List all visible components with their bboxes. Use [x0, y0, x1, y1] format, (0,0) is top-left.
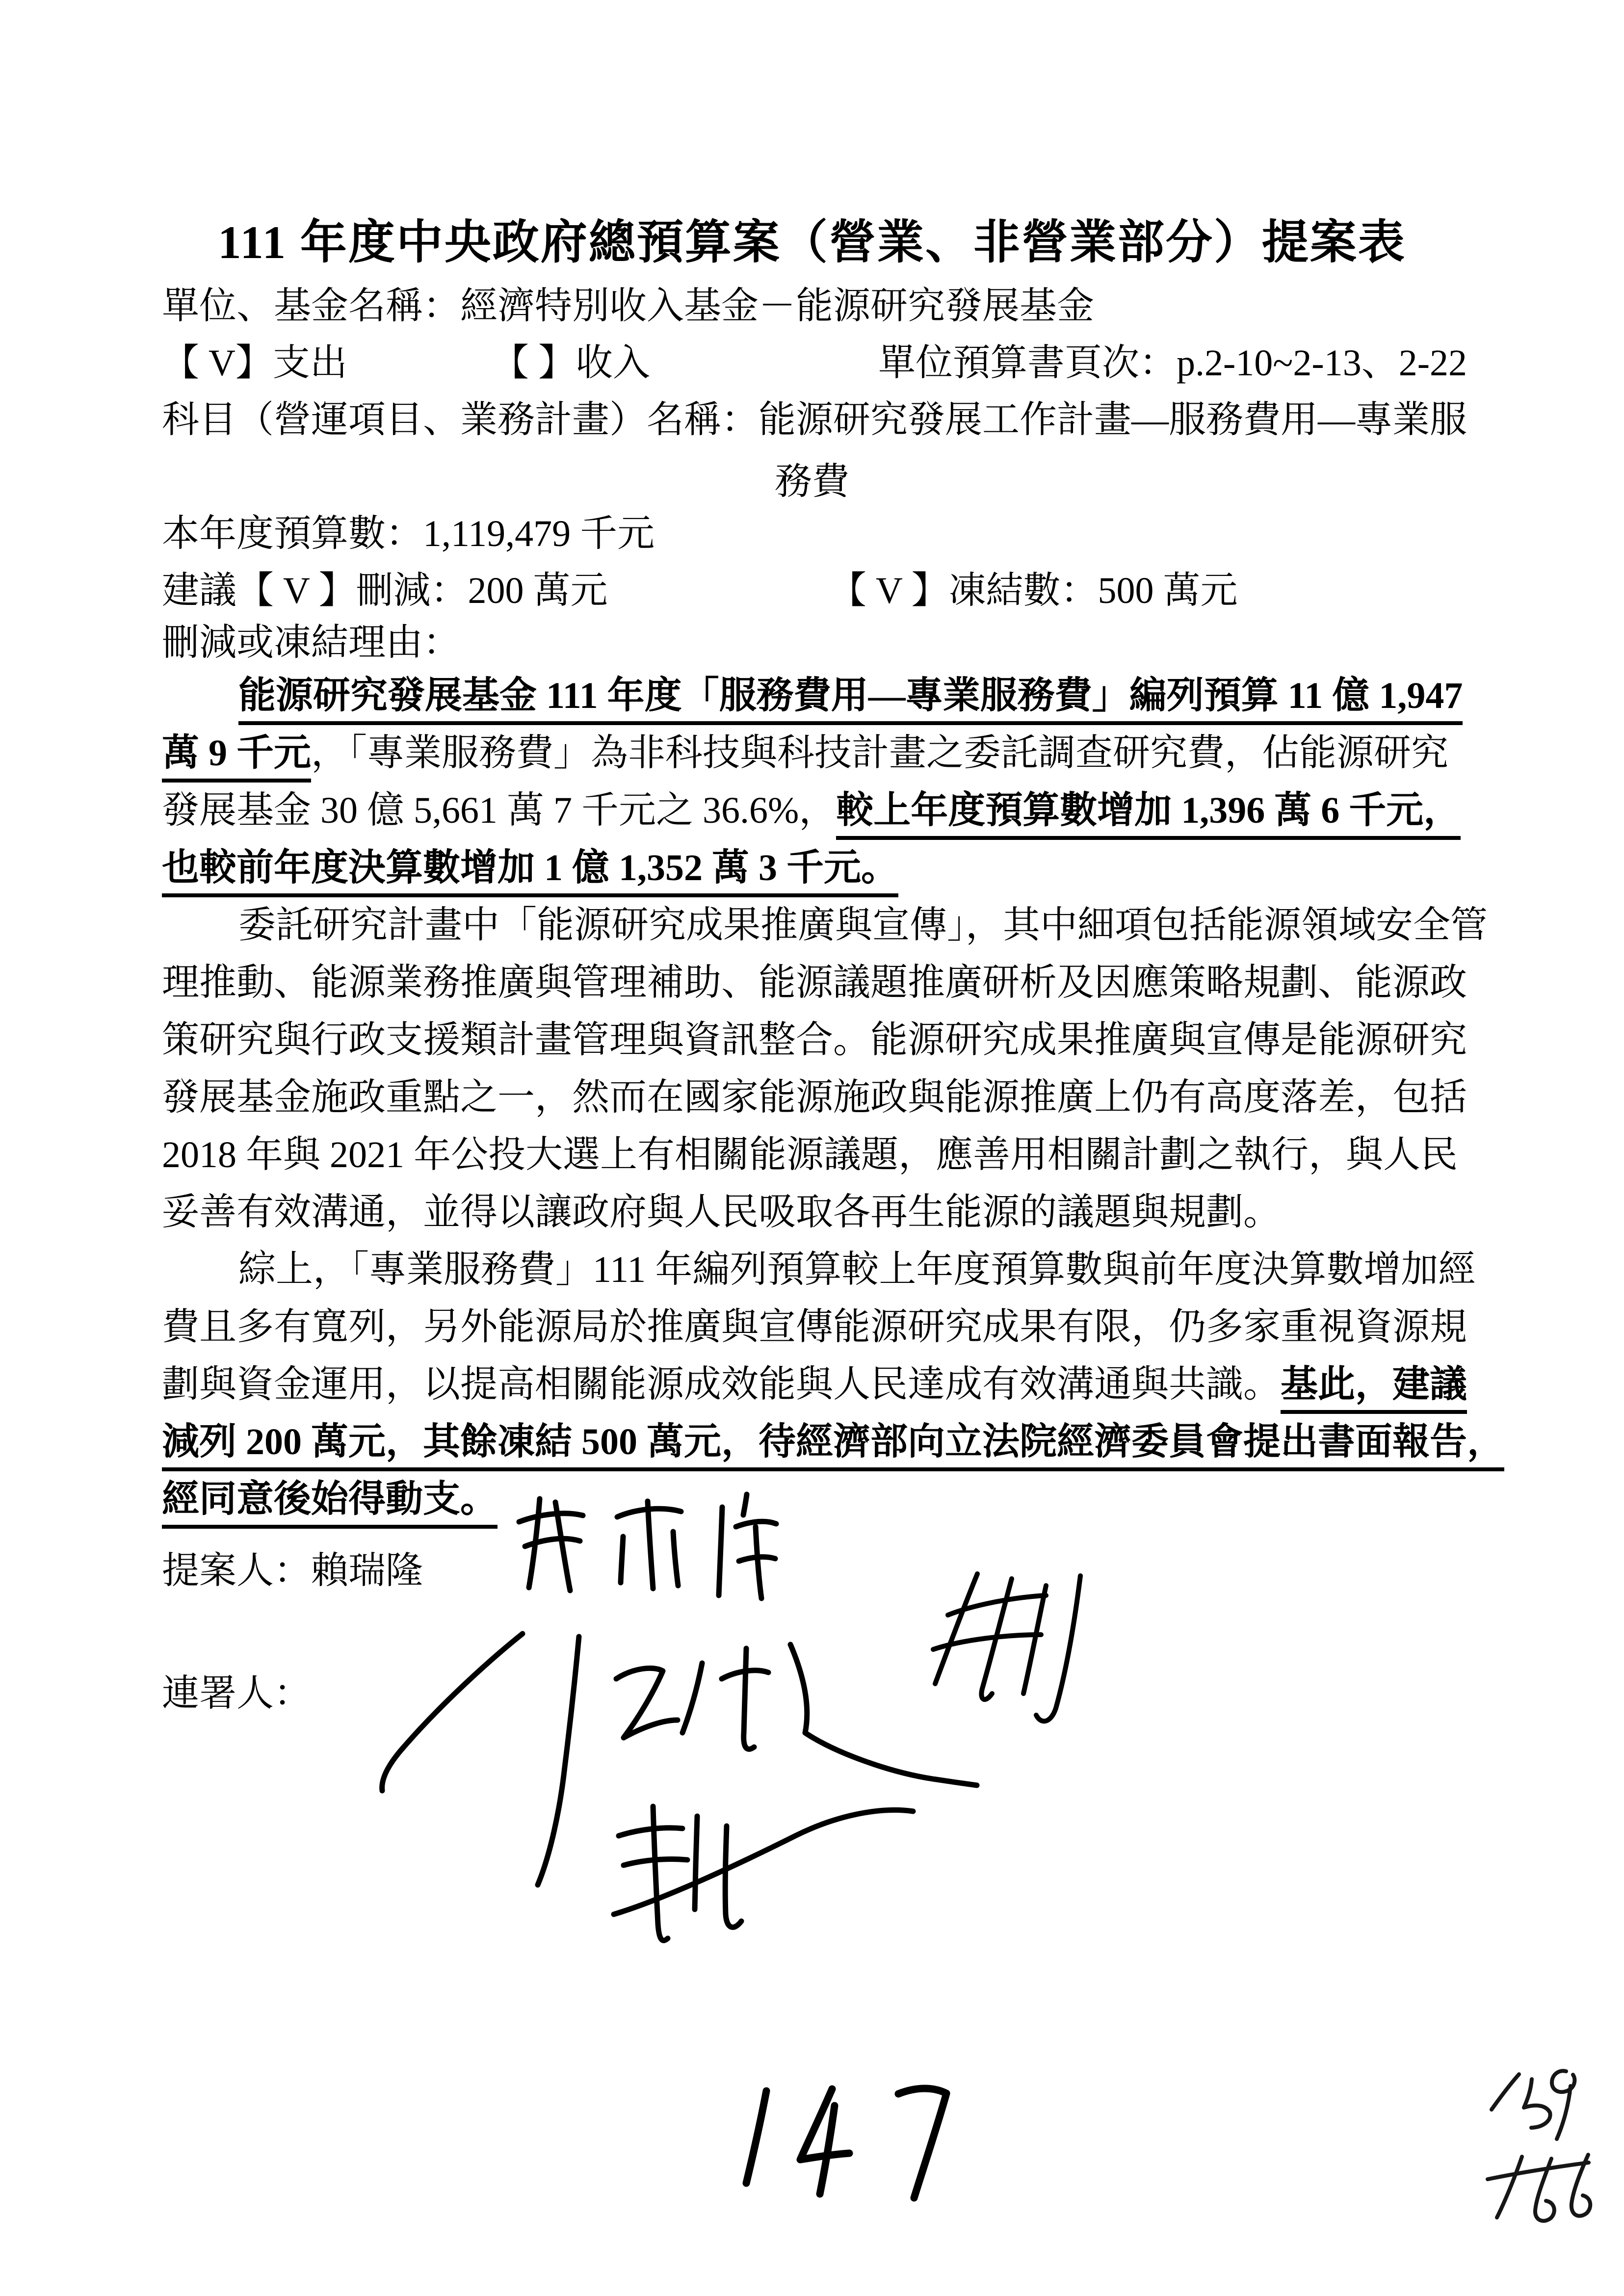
- reason-text-emphasis: 萬 9 千元: [162, 732, 311, 783]
- cut-proposal: 建議【 V 】刪減：200 萬元: [162, 570, 608, 611]
- reason-text: 委託研究計畫中「能源研究成果推廣與宣傳」，其中細項包括能源領域安全管: [238, 905, 1488, 946]
- expenditure-checkbox: 【 V】支出: [162, 342, 347, 384]
- reason-text: 妥善有效溝通，並得以讓政府與人民吸取各再生能源的議題與規劃。: [162, 1192, 1281, 1233]
- revenue-checkbox: 【 】收入: [492, 342, 650, 384]
- reason-text: 2018 年與 2021 年公投大選上有相關能源議題，應善用相關計劃之執行，與人民: [162, 1134, 1458, 1175]
- reason-line: [162, 1474, 1482, 1525]
- reason-text-emphasis: 減列 200 萬元，其餘凍結 500 萬元，待經濟部向立法院經濟委員會提出書面報告，: [162, 1421, 1504, 1471]
- cosigner-label: 連署人：: [162, 1673, 311, 1714]
- reason-line: [162, 670, 1558, 721]
- reason-text: 發展基金 30 億 5,661 萬 7 千元之 36.6%，: [162, 790, 837, 831]
- reason-line: [162, 957, 1482, 1008]
- reason-line: [162, 1129, 1482, 1180]
- corner-note-lower: [1488, 2155, 1590, 2221]
- reason-text: 理推動、能源業務推廣與管理補助、能源議題推廣研析及因應策略規劃、能源政: [162, 962, 1467, 1003]
- reason-text: 劃與資金運用，以提高相關能源成效能與人民達成有效溝通與共識。: [162, 1364, 1281, 1405]
- cosigner-signature-bottom: [614, 1806, 913, 1940]
- page-title: 111 年度中央政府總預算案（營業、非營業部分）提案表: [218, 216, 1406, 268]
- reason-text: 綜上，「專業服務費」111 年編列預算較上年度預算數與前年度決算數增加經: [238, 1249, 1476, 1290]
- reason-line: [162, 1359, 1482, 1410]
- reason-text-emphasis: 能源研究發展基金 111 年度「服務費用—專業服務費」編列預算 11 億 1,947: [238, 675, 1463, 725]
- reason-line: [162, 1416, 1504, 1467]
- reason-line: [162, 900, 1558, 951]
- freeze-proposal: 【 V 】凍結數：500 萬元: [829, 570, 1238, 611]
- corner-note-upper: [1492, 2071, 1574, 2139]
- reason-line: [162, 1072, 1482, 1123]
- reason-line: [162, 728, 1482, 779]
- reason-line: [162, 1302, 1482, 1353]
- reason-text-emphasis: 基此，建議: [1281, 1364, 1467, 1414]
- budget-book-page-ref: 單位預算書頁次：p.2-10~2-13、2-22: [878, 342, 1467, 384]
- reason-text: ，「專業服務費」為非科技與科技計畫之委託調查研究費，佔能源研究: [311, 732, 1448, 774]
- reason-text-emphasis: 也較前年度決算數增加 1 億 1,352 萬 3 千元。: [162, 847, 898, 897]
- unit-fund-name-line: 單位、基金名稱：經濟特別收入基金－能源研究發展基金: [162, 286, 1094, 327]
- reason-text: 發展基金施政重點之一，然而在國家能源施政與能源推廣上仍有高度落差，包括: [162, 1077, 1467, 1118]
- reason-text: 策研究與行政支援類計畫管理與資訊整合。能源研究成果推廣與宣傳是能源研究: [162, 1019, 1467, 1061]
- reason-line: [162, 785, 1482, 836]
- proposer-label: 提案人：賴瑞隆: [162, 1550, 423, 1592]
- reason-line: [162, 842, 1482, 893]
- current-year-budget-line: 本年度預算數：1,119,479 千元: [162, 513, 655, 554]
- reason-line: [162, 1015, 1482, 1066]
- reason-text: 費且多有寬列，另外能源局於推廣與宣傳能源研究成果有限，仍多家重視資源規: [162, 1306, 1467, 1348]
- reason-heading: 刪減或凍結理由：: [162, 622, 460, 663]
- handwritten-page-number: [746, 2088, 946, 2198]
- reason-text-emphasis: 較上年度預算數增加 1,396 萬 6 千元，: [836, 790, 1461, 840]
- reason-line: [162, 1244, 1558, 1295]
- subject-line-1: 科目（營運項目、業務計畫）名稱：能源研究發展工作計畫—服務費用—專業服: [162, 399, 1467, 441]
- reason-line: [162, 1187, 1482, 1238]
- subject-line-2: 務費: [775, 461, 849, 502]
- reason-text-emphasis: 經同意後始得動支。: [162, 1479, 498, 1529]
